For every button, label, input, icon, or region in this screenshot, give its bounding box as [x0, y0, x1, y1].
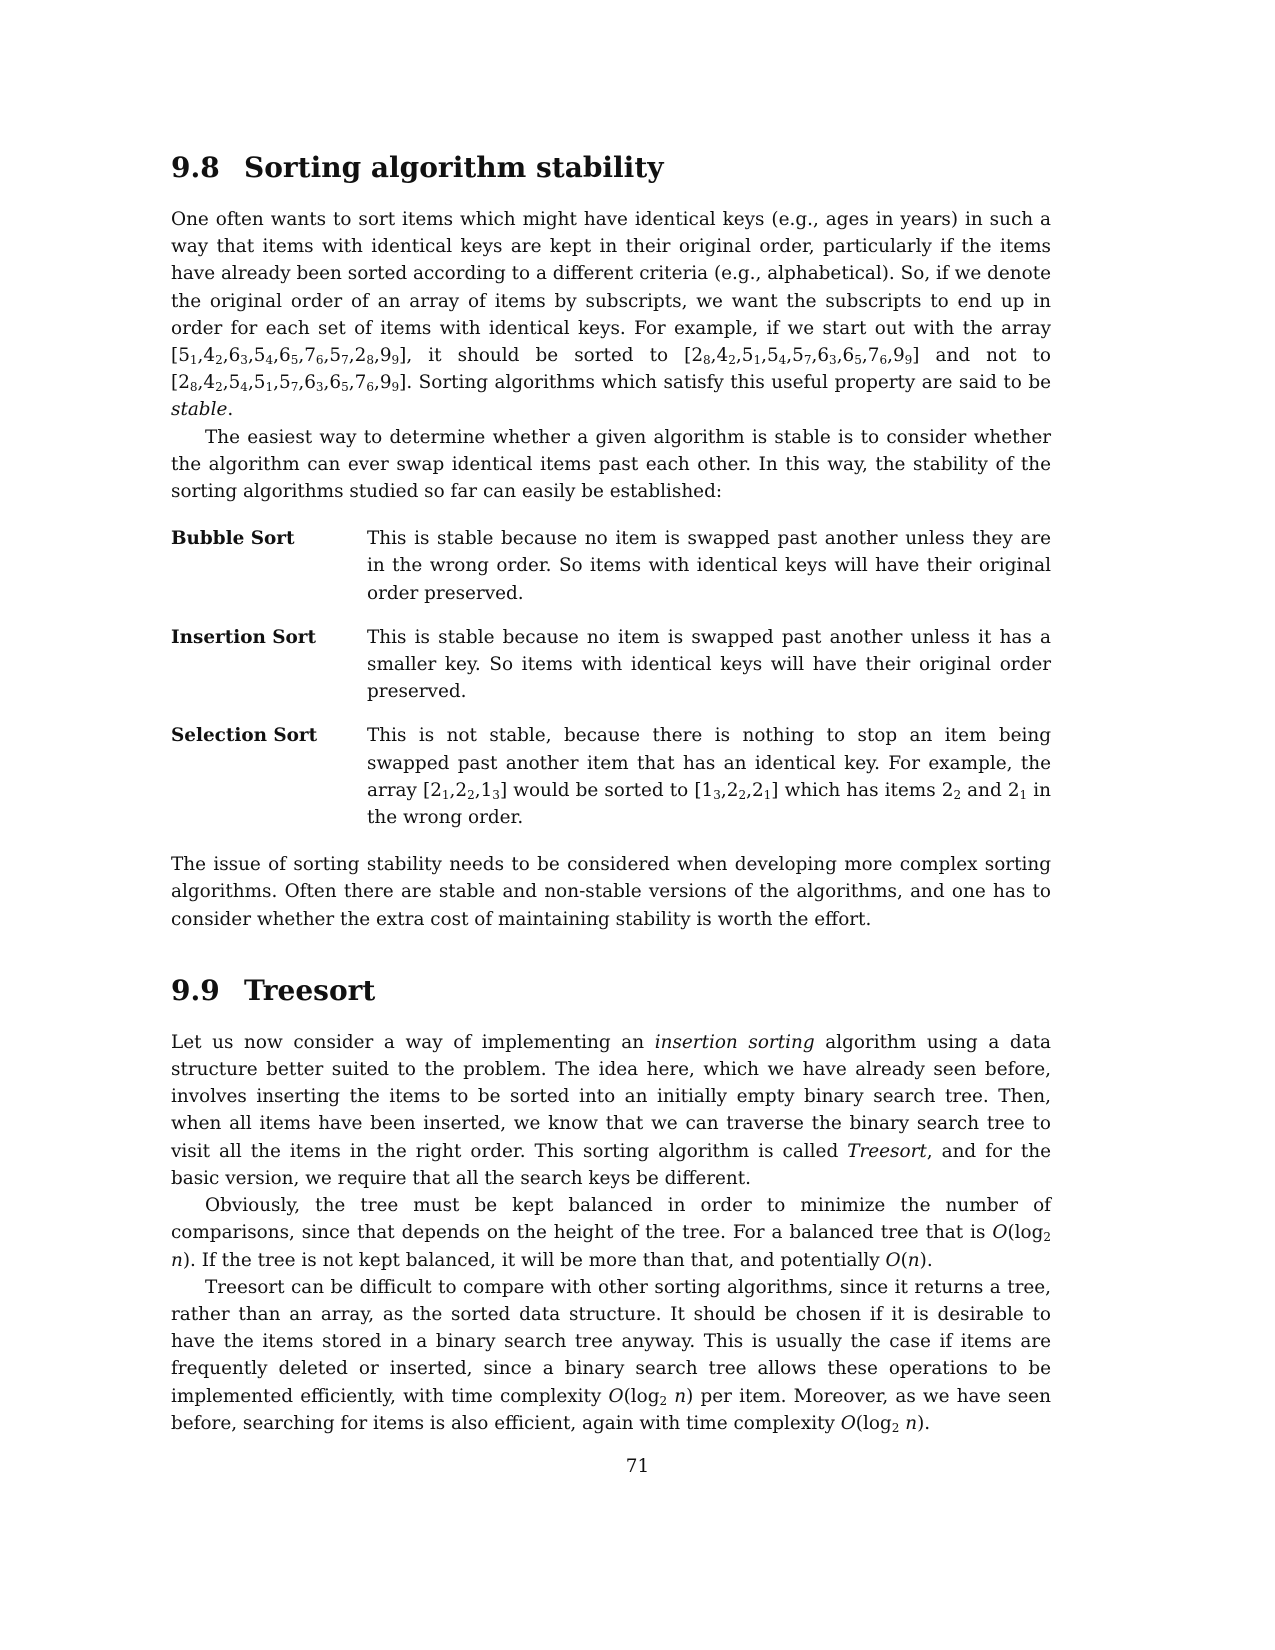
item-subscript: 6 — [366, 380, 374, 395]
math-array: $[2_8,4_2,5_4,5_1,5_7,6_3,6_5,7_6,9_9]$ — [171, 372, 407, 395]
item-key: 2 — [941, 779, 954, 801]
emphasis: Treesort — [847, 1140, 927, 1162]
item-subscript: 2 — [215, 380, 223, 395]
array-element — [380, 372, 399, 393]
text-run: . — [924, 1412, 931, 1434]
list-item — [171, 722, 1051, 831]
item-key: 5 — [253, 345, 266, 367]
math-array: $[5_1,4_2,6_3,5_4,6_5,7_6,5_7,2_8,9_9]$ — [171, 345, 407, 368]
item-subscript: 3 — [829, 353, 837, 368]
item-subscript: 3 — [315, 380, 324, 395]
math-expression — [608, 1386, 693, 1407]
array-element — [817, 345, 836, 366]
math-text: log — [1014, 1222, 1044, 1244]
array-element — [304, 345, 323, 366]
item-key: 2 — [354, 345, 367, 367]
item-key: 9 — [379, 345, 392, 367]
list-term: Bubble Sort — [171, 528, 295, 550]
array-element — [843, 345, 862, 366]
item-subscript: 7 — [290, 380, 299, 395]
section-heading — [171, 973, 1051, 1009]
math-text: n — [674, 1385, 687, 1407]
text-run: . — [926, 1249, 933, 1271]
array-element — [304, 372, 323, 393]
list-definition: This is stable because no item is swapped past another unless they are in the wrong order. So items with identical keys will have their original order preserved. — [367, 528, 1051, 604]
paragraph — [171, 206, 1051, 424]
array-element — [355, 372, 374, 393]
item-key: 5 — [178, 345, 190, 367]
item-key: 2 — [455, 779, 468, 801]
item-subscript: 7 — [341, 353, 349, 368]
item-key: 2 — [1007, 779, 1020, 801]
item-subscript: 9 — [391, 353, 400, 368]
list-definition — [367, 722, 1051, 831]
array-element — [455, 780, 474, 801]
list-definition: This is stable because no item is swapped past another unless it has a smaller key. So items with identical keys will have their original order preserved. — [367, 626, 1051, 703]
paragraph: The issue of sorting stability needs to be considered when developing more complex sorting algorithms. Often there are stable and non-stable versions of the algorithms, and one has to consider whether the extra cost of maintaining stability is worth the effort. — [171, 854, 1051, 930]
paragraph — [171, 1192, 1051, 1274]
math-text: O — [840, 1412, 856, 1434]
array-element — [229, 345, 248, 366]
item-subscript: 1 — [441, 787, 450, 802]
math-subscript: 2 — [891, 1420, 900, 1435]
item-subscript: 6 — [879, 353, 888, 368]
item-subscript: 2 — [953, 787, 962, 802]
math-text: n — [905, 1412, 918, 1434]
array-element — [767, 345, 786, 366]
math-item — [942, 780, 961, 801]
math-text: n — [907, 1249, 920, 1271]
item-key: 4 — [203, 372, 216, 394]
array-element — [380, 345, 399, 366]
section-title: Treesort — [244, 973, 376, 1007]
item-subscript: 1 — [265, 380, 274, 395]
item-subscript: 4 — [240, 380, 248, 395]
array-element — [742, 345, 761, 366]
array-element — [279, 345, 298, 366]
math-text: O — [885, 1249, 901, 1271]
paragraph: The easiest way to determine whether a given algorithm is stable is to consider whether the algorithm can ever swap identical items past each other. In this way, the stability of the sorting algorithms studied so far can easily be established: — [171, 426, 1051, 503]
item-key: 6 — [329, 372, 342, 394]
item-subscript: 3 — [240, 353, 248, 368]
list-item — [171, 525, 1051, 607]
item-subscript: 1 — [189, 353, 198, 368]
item-subscript: 8 — [703, 353, 711, 368]
math-expression — [841, 1413, 925, 1434]
item-key: 2 — [691, 345, 704, 367]
item-key: 6 — [304, 372, 316, 394]
item-key: 5 — [228, 372, 241, 394]
item-key: 2 — [178, 372, 190, 394]
item-subscript: 2 — [728, 353, 736, 368]
math-text: O — [992, 1222, 1008, 1244]
item-key: 5 — [329, 345, 342, 367]
array-element — [691, 345, 710, 366]
item-key: 6 — [817, 345, 830, 367]
array-element — [254, 372, 273, 393]
item-key: 5 — [741, 345, 754, 367]
list-item — [171, 624, 1051, 706]
text-run: . If the tree is not kept balanced, it will be more than that, and potentially — [190, 1249, 886, 1271]
emphasis: insertion sorting — [654, 1031, 815, 1053]
math-subscript: 2 — [659, 1393, 668, 1408]
array-element — [727, 780, 746, 801]
array-element — [229, 372, 248, 393]
page-content — [171, 150, 1051, 1437]
text-run: This is not stable, because there is nothing to stop an item being swapped past another item that has an identical key. For example, the array — [367, 725, 1051, 801]
math-array: $[1_3,2_2,2_1]$ — [694, 779, 779, 802]
paragraph — [171, 1274, 1051, 1437]
array-element — [279, 372, 298, 393]
item-key: 4 — [203, 345, 216, 367]
item-key: 9 — [892, 345, 905, 367]
item-subscript: 5 — [341, 380, 349, 395]
text-run: . Sorting algorithms which satisfy this useful property are said to be — [406, 372, 1051, 394]
page-number: 71 — [625, 1456, 650, 1477]
section-body — [171, 1029, 1051, 1437]
math-expression — [886, 1250, 927, 1271]
item-subscript: 4 — [265, 353, 274, 368]
item-subscript: 7 — [803, 353, 812, 368]
item-subscript: 4 — [778, 353, 787, 368]
item-key: 7 — [354, 372, 367, 394]
math-text: ( — [1007, 1222, 1015, 1244]
item-subscript: 1 — [753, 353, 762, 368]
math-text: ) — [917, 1412, 925, 1434]
item-key: 6 — [279, 345, 291, 367]
item-subscript: 2 — [738, 787, 747, 802]
item-key: 5 — [253, 372, 266, 394]
item-subscript: 5 — [854, 353, 862, 368]
description-list — [171, 525, 1051, 831]
text-run: , and for the basic version, we require that all the search keys be different. — [171, 1140, 1051, 1189]
array-element — [329, 372, 348, 393]
text-run: One often wants to sort items which might have identical keys (e.g., ages in years) in such a way that items with identical keys are kept in their original order, particularly if the items have already been sorted according to a different criteria (e.g., alphabetical). So, if we denote the original order of an array of items by subscripts, we want the subscripts to end up in order for each set of items with identical keys. For example, if we start out with the array — [171, 209, 1051, 339]
item-key: 5 — [792, 345, 804, 367]
section-number: 9.8 — [171, 151, 220, 184]
item-subscript: 9 — [391, 380, 400, 395]
math-text: ) — [686, 1385, 694, 1407]
item-key: 1 — [480, 779, 493, 801]
math-text: n — [171, 1249, 183, 1271]
array-element — [329, 345, 348, 366]
item-key: 7 — [304, 345, 316, 367]
array-element — [792, 345, 811, 366]
item-key: 6 — [228, 345, 241, 367]
section-heading — [171, 150, 1051, 186]
section-body — [171, 206, 1051, 933]
text-run: and — [961, 779, 1008, 801]
array-element — [203, 372, 222, 393]
array-element — [355, 345, 374, 366]
math-array: $[2_8,4_2,5_1,5_4,5_7,6_3,6_5,7_6,9_9]$ — [684, 345, 920, 368]
item-subscript: 2 — [215, 353, 223, 368]
text-run: Treesort can be difficult to compare with other sorting algorithms, since it returns a tree, rather than an array, as the sorted data structure. It should be chosen if it is desirable to have the items stored in a binary search tree anyway. This is usually the case if items are frequently deleted or inserted, since a binary search tree allows these operations to be implemented efficiently, with time complexity — [171, 1276, 1051, 1407]
text-run: . — [227, 399, 234, 421]
math-text: log — [630, 1385, 660, 1407]
list-term: Selection Sort — [171, 725, 318, 747]
array-element — [893, 345, 912, 366]
math-text: ( — [855, 1412, 863, 1434]
text-run: would be sorted to — [507, 779, 695, 801]
math-text: ( — [623, 1385, 631, 1407]
item-key: 5 — [279, 372, 291, 394]
array-element — [868, 345, 887, 366]
text-run: Let us now consider a way of implementing an — [171, 1031, 655, 1053]
array-element — [481, 780, 500, 801]
item-subscript: 2 — [467, 787, 475, 802]
item-key: 7 — [867, 345, 880, 367]
item-subscript: 8 — [189, 380, 198, 395]
array-element — [178, 345, 197, 366]
math-text: log — [862, 1412, 892, 1434]
array-element — [752, 780, 771, 801]
section-title: Sorting algorithm stability — [244, 151, 664, 184]
item-subscript: 1 — [763, 787, 772, 802]
text-run: per item. Moreover, as we have seen before, searching for items is also efficient, again with time complexity — [171, 1385, 1051, 1434]
emphasis: stable — [171, 399, 228, 421]
item-key: 1 — [701, 779, 714, 801]
item-subscript: 6 — [315, 353, 324, 368]
section-number: 9.9 — [171, 973, 220, 1007]
item-key: 2 — [430, 779, 442, 801]
text-run: and not to — [919, 345, 1052, 367]
array-element — [702, 780, 721, 801]
item-subscript: 8 — [366, 353, 374, 368]
item-subscript: 1 — [1019, 787, 1028, 802]
math-array: $[2_1,2_2,1_3]$ — [423, 779, 508, 802]
item-subscript: 9 — [904, 353, 913, 368]
paragraph — [171, 1029, 1051, 1192]
array-element — [254, 345, 273, 366]
array-element — [717, 345, 736, 366]
text-run: which has items — [778, 779, 942, 801]
math-text: ) — [182, 1249, 191, 1271]
text-run: Obviously, the tree must be kept balanced in order to minimize the number of comparisons, since that depends on the height of the tree. For a balanced tree that is — [171, 1195, 1051, 1244]
item-key: 5 — [766, 345, 779, 367]
item-key: 2 — [726, 779, 739, 801]
text-run: , it should be sorted to — [406, 345, 685, 367]
list-term: Insertion Sort — [171, 626, 316, 648]
array-element — [430, 780, 449, 801]
item-key: 2 — [751, 779, 764, 801]
math-item — [1008, 780, 1027, 801]
math-text: ( — [900, 1249, 908, 1271]
math-subscript: 2 — [1043, 1230, 1051, 1245]
item-subscript: 3 — [713, 787, 721, 802]
array-element — [178, 372, 197, 393]
math-text: ) — [919, 1249, 927, 1271]
item-subscript: 5 — [290, 353, 299, 368]
item-key: 9 — [379, 372, 392, 394]
item-key: 6 — [842, 345, 855, 367]
array-element — [203, 345, 222, 366]
text-run: algorithm using a data structure better suited to the problem. The idea here, which we have already seen before, involves inserting the items to be sorted into an initially empty binary search tree. Then, when all items have been inserted, we know that we can traverse the binary search tree to visit all the items in the right order. This sorting algorithm is called — [171, 1031, 1052, 1162]
math-text: O — [608, 1385, 624, 1407]
item-key: 4 — [716, 345, 729, 367]
item-subscript: 3 — [492, 787, 500, 802]
text-run: in the wrong order. — [367, 779, 1052, 829]
